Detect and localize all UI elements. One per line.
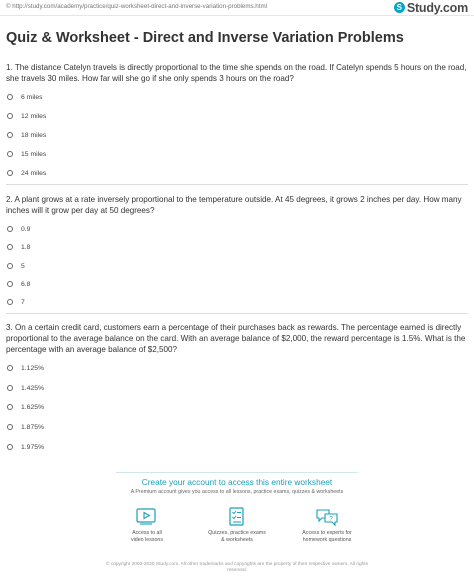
copyright-line: reserved.: [227, 568, 247, 574]
video-lessons-icon: [135, 507, 159, 527]
divider: [6, 313, 468, 314]
logo-mark-icon: S: [394, 2, 405, 13]
premium-promo: [116, 472, 358, 568]
feature-line: Quizzes, practice exams: [208, 530, 266, 536]
feature-video-lessons: [112, 507, 182, 544]
page-url: © http://study.com/academy/practice/quiz-worksheet-direct-and-inverse-variation-problems.html: [6, 3, 267, 10]
option-label: 5: [21, 262, 25, 270]
feature-label: [202, 530, 272, 544]
premium-description: A Premium account gives you access to all lessons, practice exams, quizzes & worksheets: [130, 489, 344, 495]
radio-icon[interactable]: [7, 94, 13, 100]
feature-line: homework questions: [302, 536, 352, 543]
top-bar: [0, 0, 474, 16]
option-label: 7: [21, 298, 25, 306]
radio-icon[interactable]: [7, 113, 13, 119]
radio-icon[interactable]: [7, 299, 13, 305]
option-item[interactable]: [7, 224, 30, 234]
radio-icon[interactable]: [7, 151, 13, 157]
option-item[interactable]: [7, 442, 44, 452]
option-item[interactable]: [7, 92, 43, 102]
feature-line: Access to experts for: [302, 530, 352, 536]
option-label: 12 miles: [21, 112, 47, 120]
radio-icon[interactable]: [7, 404, 13, 410]
option-label: 1.875%: [21, 423, 45, 431]
question-1-text: 1. The distance Catelyn travels is directly proportional to the time she spends on the road. If Catelyn spends 5 hours on the road, she travels 30 miles. How far will she go if she only spends 3 hours on the road?: [6, 63, 467, 84]
radio-icon[interactable]: [7, 132, 13, 138]
option-label: 1.425%: [21, 384, 45, 392]
option-label: 0.9: [21, 225, 31, 233]
logo-text: Study.com: [406, 0, 468, 15]
option-label: 24 miles: [21, 169, 47, 177]
study-logo[interactable]: [394, 0, 468, 15]
page-title: Quiz & Worksheet - Direct and Inverse Variation Problems: [6, 30, 404, 46]
option-label: 15 miles: [21, 150, 47, 158]
divider: [6, 184, 468, 185]
option-item[interactable]: [7, 383, 44, 393]
feature-quizzes: [202, 507, 272, 544]
feature-line: video lessons: [130, 536, 164, 543]
question-3-text: 3. On a certain credit card, customers earn a percentage of their purchases back as rewards. The percentage earned is directly proportional to the average balance on the card. With an average balance of $2,000, the reward percentage is 1.5%. What is the percentage with an average balance of $2,500?: [6, 323, 466, 355]
option-label: 18 miles: [21, 131, 47, 139]
question-2-text: 2. A plant grows at a rate inversely proportional to the temperature outside. At 45 degrees, it grows 2 inches per day. How many inches will it grow per day at 50 degrees?: [6, 195, 462, 216]
feature-experts: [292, 507, 362, 544]
radio-icon[interactable]: [7, 244, 13, 250]
option-item[interactable]: [7, 297, 25, 307]
radio-icon[interactable]: [7, 281, 13, 287]
quizzes-icon: [225, 507, 249, 527]
create-account-link[interactable]: Create your account to access this entire worksheet: [141, 477, 333, 487]
copyright: [0, 562, 474, 575]
experts-icon: [315, 507, 339, 527]
option-label: 1.125%: [21, 364, 45, 372]
radio-icon[interactable]: [7, 424, 13, 430]
radio-icon[interactable]: [7, 263, 13, 269]
option-label: 1.975%: [21, 443, 45, 451]
feature-line: Access to all: [132, 530, 162, 536]
option-item[interactable]: [7, 422, 44, 432]
feature-line: & worksheets: [221, 536, 253, 543]
option-item[interactable]: [7, 402, 44, 412]
option-item[interactable]: [7, 261, 25, 271]
option-label: 1.8: [21, 243, 31, 251]
option-label: 1.625%: [21, 403, 45, 411]
feature-label: [292, 530, 362, 544]
option-item[interactable]: [7, 168, 46, 178]
option-item[interactable]: [7, 130, 46, 140]
option-item[interactable]: [7, 279, 30, 289]
option-item[interactable]: [7, 149, 46, 159]
option-item[interactable]: [7, 111, 46, 121]
feature-label: [112, 530, 182, 544]
option-label: 6.8: [21, 280, 31, 288]
radio-icon[interactable]: [7, 365, 13, 371]
radio-icon[interactable]: [7, 444, 13, 450]
radio-icon[interactable]: [7, 170, 13, 176]
option-label: 6 miles: [21, 93, 43, 101]
radio-icon[interactable]: [7, 226, 13, 232]
option-item[interactable]: [7, 242, 30, 252]
copyright-line: © copyright 2003-2020 Study.com. All other trademarks and copyrights are the property of their respective owners. All rights: [105, 562, 369, 567]
option-item[interactable]: [7, 363, 44, 373]
radio-icon[interactable]: [7, 385, 13, 391]
svg-text:?: ?: [329, 516, 333, 523]
